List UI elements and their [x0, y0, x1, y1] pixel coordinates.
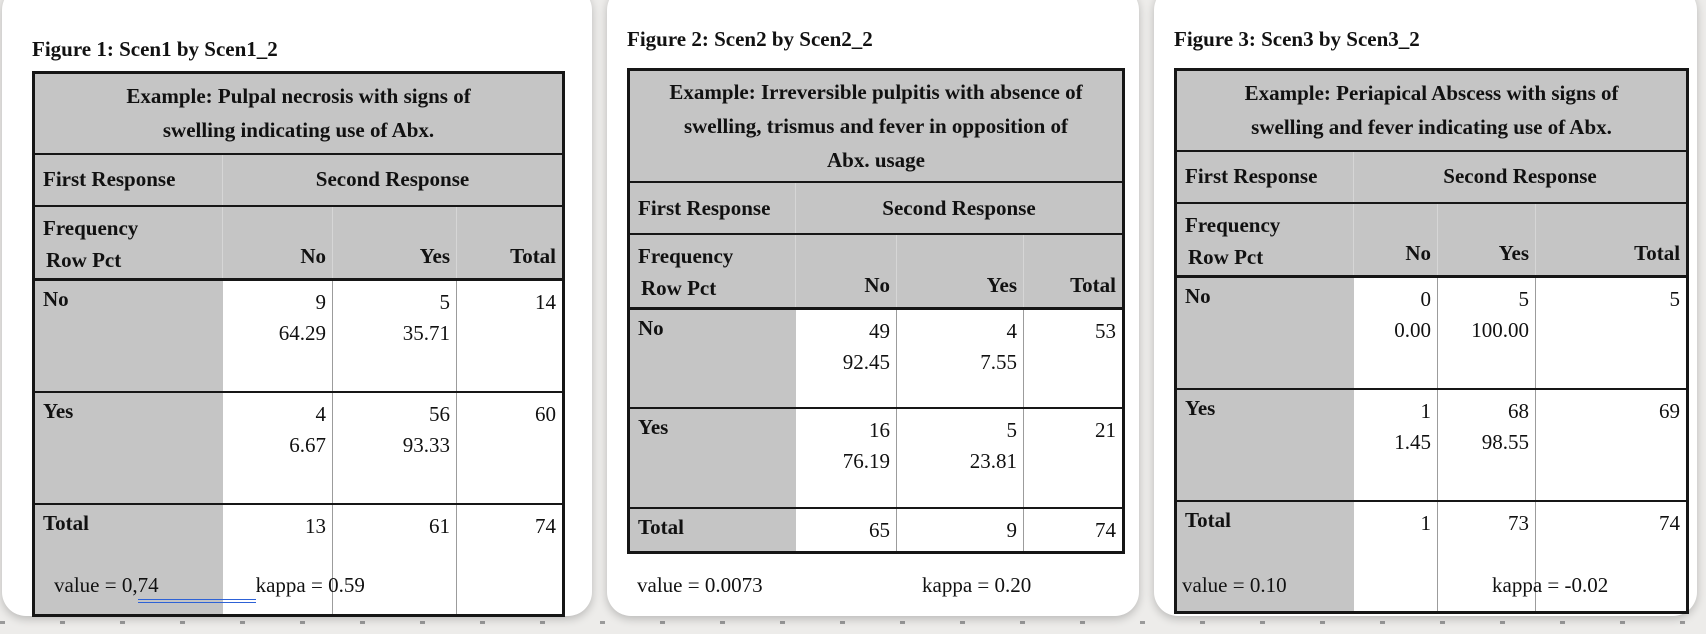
caption-cell [1176, 70, 1688, 151]
col-header-no: No [1354, 203, 1438, 277]
caption-cell [629, 70, 1124, 183]
cell-total: 14 [457, 280, 564, 392]
figure-footer [1174, 572, 1677, 598]
cell-total: 74 [457, 504, 564, 616]
pct-value: 6.67 [289, 432, 326, 457]
figure-title: Figure 2: Scen2 by Scen2_2 [627, 27, 873, 51]
col-header-no: No [223, 206, 333, 280]
cell-no [796, 308, 897, 408]
pct-value: 92.45 [842, 349, 890, 374]
caption-line: swelling, trismus and fever in opposition of [683, 114, 1069, 138]
cell-total: 5 [1536, 277, 1688, 389]
caption-line: Example: Irreversible pulpitis with absence of [669, 80, 1083, 104]
table-row [1176, 389, 1688, 501]
cell-total: 60 [457, 392, 564, 504]
statistic-label-cell [34, 206, 223, 280]
cell-total: 74 [1536, 501, 1688, 613]
freq-value: 49 [869, 318, 890, 343]
table-row [34, 280, 564, 392]
figure-card-3 [1154, 0, 1697, 616]
total-row [34, 504, 564, 616]
col-header-total: Total [1024, 234, 1124, 308]
statistic-label-cell [629, 234, 796, 308]
col-header-total: Total [457, 206, 564, 280]
row-label: Yes [1176, 389, 1354, 501]
cell-yes [897, 308, 1024, 408]
frequency-label: Frequency [638, 244, 734, 268]
figure-title: Figure 3: Scen3 by Scen3_2 [1174, 27, 1420, 51]
figure-footer [22, 572, 572, 598]
cell-yes: 73 [1438, 501, 1536, 613]
cell-no [1354, 389, 1438, 501]
cell-total: 53 [1024, 308, 1124, 408]
figure-footer [627, 572, 1119, 598]
cell-yes [1438, 389, 1536, 501]
pct-value: 7.55 [980, 349, 1017, 374]
col-header-total: Total [1536, 203, 1688, 277]
row-label: Total [629, 508, 796, 552]
pct-value: 76.19 [842, 449, 890, 473]
col-header-no: No [796, 234, 897, 308]
footer-kappa: kappa = 0.20 [922, 573, 1032, 597]
pct-value: 23.81 [969, 449, 1017, 473]
cell-yes: 9 [897, 508, 1024, 552]
freq-value: 5 [1006, 418, 1017, 442]
cell-no: 65 [796, 508, 897, 552]
row-label: No [34, 280, 223, 392]
footer-value: value = 0.10 [1182, 573, 1287, 597]
table-row [629, 408, 1124, 508]
freq-value: 16 [869, 418, 890, 442]
frequency-label: Frequency [1185, 212, 1281, 237]
table-row [629, 308, 1124, 408]
cell-no [223, 392, 333, 504]
row-pct-label: Row Pct [1188, 244, 1264, 269]
row-label: Yes [34, 392, 223, 504]
dotted-rule [0, 621, 1706, 624]
freq-value: 1 [1420, 398, 1431, 423]
freq-table [627, 68, 1125, 554]
footer-kappa: kappa = -0.02 [1492, 573, 1609, 597]
cell-total: 21 [1024, 408, 1124, 508]
figure-card-2 [607, 0, 1139, 616]
figure-card-1 [2, 0, 592, 616]
cell-yes [897, 408, 1024, 508]
footer-value [54, 573, 256, 597]
pct-value: 1.45 [1394, 429, 1431, 454]
statistic-label-cell [1176, 203, 1354, 277]
caption-line: swelling and fever indicating use of Abx. [1251, 115, 1612, 140]
pct-value: 98.55 [1481, 429, 1529, 454]
row-pct-label: Row Pct [641, 276, 717, 300]
cell-total: 69 [1536, 389, 1688, 501]
cell-total: 74 [1024, 508, 1124, 552]
first-response-header: First Response [1176, 151, 1354, 203]
row-label: No [629, 308, 796, 408]
second-response-header: Second Response [796, 182, 1124, 234]
caption-cell [34, 73, 564, 154]
row-label: Yes [629, 408, 796, 508]
col-header-yes: Yes [897, 234, 1024, 308]
cell-no [796, 408, 897, 508]
freq-value: 4 [1006, 318, 1017, 343]
caption-line: Example: Pulpal necrosis with signs of [126, 84, 471, 109]
caption-line: Example: Periapical Abscess with signs of [1244, 81, 1619, 106]
cell-yes: 61 [333, 504, 457, 616]
footer-value: value = 0.0073 [637, 573, 763, 597]
table-row [34, 392, 564, 504]
freq-value: 9 [315, 290, 326, 314]
cell-no: 1 [1354, 501, 1438, 613]
pct-value: 0.00 [1394, 318, 1431, 342]
second-response-header: Second Response [1354, 151, 1688, 203]
second-response-header: Second Response [223, 154, 564, 206]
freq-value: 0 [1420, 287, 1431, 311]
caption-line: Abx. usage [826, 148, 926, 172]
cell-no [1354, 277, 1438, 389]
caption-line: swelling indicating use of Abx. [162, 118, 435, 143]
cell-yes [1438, 277, 1536, 389]
first-response-header: First Response [34, 154, 223, 206]
pct-value: 100.00 [1471, 318, 1529, 342]
col-header-yes: Yes [333, 206, 457, 280]
cell-no [223, 280, 333, 392]
grammar-underline[interactable]: 74 [138, 572, 256, 603]
total-row [629, 508, 1124, 552]
row-label: Total [34, 504, 223, 616]
row-pct-label: Row Pct [46, 247, 122, 272]
cell-yes [333, 280, 457, 392]
footer-kappa: kappa = 0.59 [255, 573, 365, 597]
figure-title: Figure 1: Scen1 by Scen1_2 [32, 37, 278, 61]
freq-value: 68 [1508, 398, 1529, 423]
freq-table [32, 71, 565, 617]
freq-value: 5 [439, 290, 450, 314]
pct-value: 93.33 [402, 432, 450, 457]
freq-table [1174, 68, 1689, 614]
col-header-yes: Yes [1438, 203, 1536, 277]
cell-no: 13 [223, 504, 333, 616]
pct-value: 35.71 [402, 321, 450, 345]
freq-value: 56 [429, 401, 450, 426]
freq-value: 4 [315, 401, 326, 426]
row-label: Total [1176, 501, 1354, 613]
frequency-label: Frequency [43, 215, 139, 240]
pct-value: 64.29 [278, 321, 326, 345]
row-label: No [1176, 277, 1354, 389]
first-response-header: First Response [629, 182, 796, 234]
freq-value: 5 [1518, 287, 1529, 311]
table-row [1176, 277, 1688, 389]
footer-value-prefix: value = 0, [54, 573, 138, 597]
cell-yes [333, 392, 457, 504]
